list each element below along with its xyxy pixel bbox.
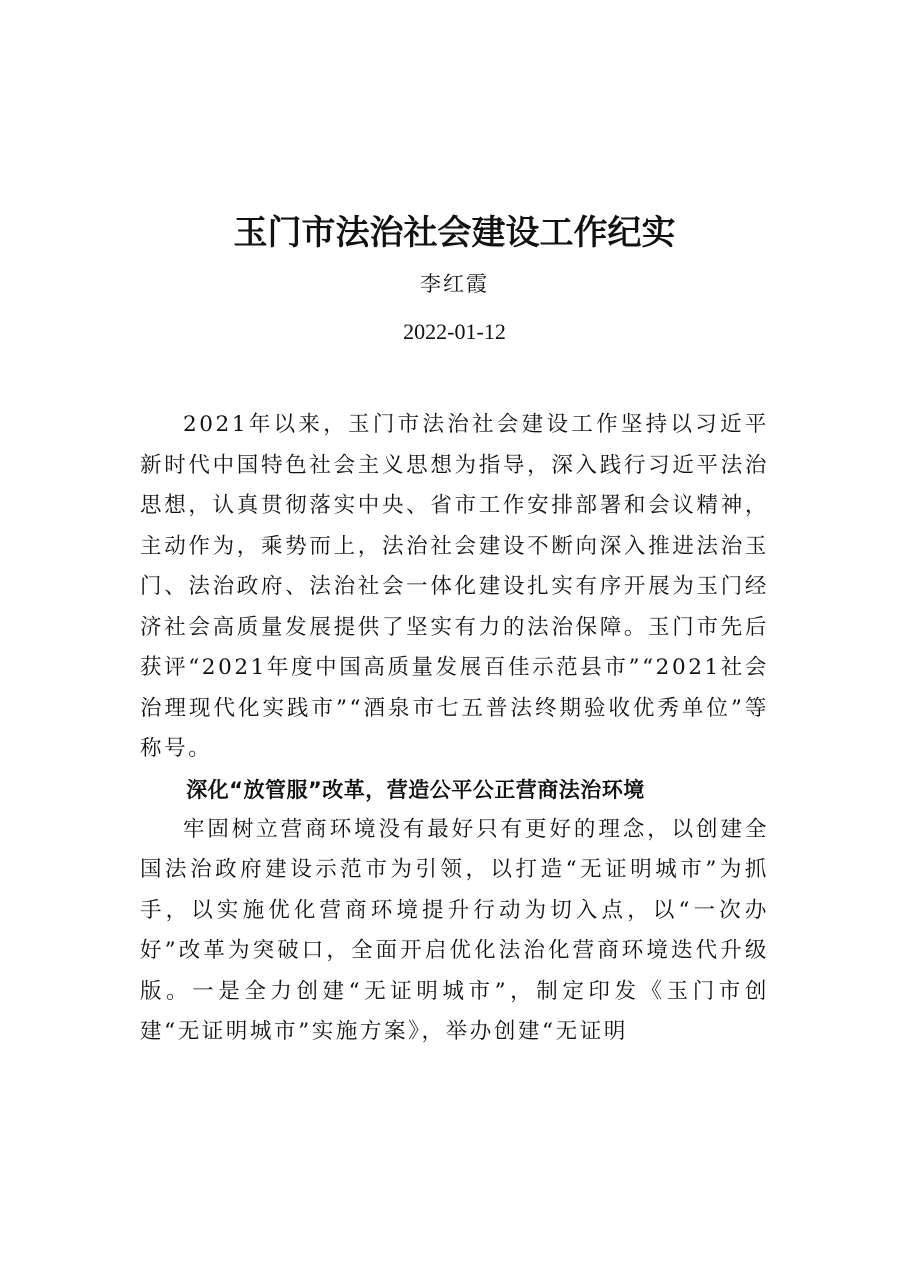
document-title: 玉门市法治社会建设工作纪实 (233, 213, 676, 253)
document-date: 2022-01-12 (403, 319, 506, 344)
document-author: 李红霞 (420, 272, 489, 296)
document-body (140, 405, 769, 1053)
intro-paragraph: 2021年以来，玉门市法治社会建设工作坚持以习近平新时代中国特色社会主义思想为指导，深入践行习近平法治思想，认真贯彻落实中央、省市工作安排部署和会议精神，主动作为，乘势而上，法治社会建设不断向深入推进法治玉门、法治政府、法治社会一体化建设扎实有序开展为玉门经济社会高质量发展提供了坚实有力的法治保障。玉门市先后获评“2021年度中国高质量发展百佳示范县市”“2021社会治理现代化实践市”“酒泉市七五普法终期验收优秀单位”等称号。 (140, 412, 769, 761)
section-paragraph: 牢固树立营商环境没有最好只有更好的理念，以创建全国法治政府建设示范市为引领，以打造“无证明城市”为抓手，以实施优化营商环境提升行动为切入点，以“一次办好”改革为突破口，全面开启优化法治化营商环境迭代升级版。一是全力创建“无证明城市”，制定印发《玉门市创建“无证明城市”实施方案》，举办创建“无证明 (140, 816, 769, 1044)
section-heading: 深化“放管服”改革，营造公平公正营商法治环境 (186, 777, 645, 802)
